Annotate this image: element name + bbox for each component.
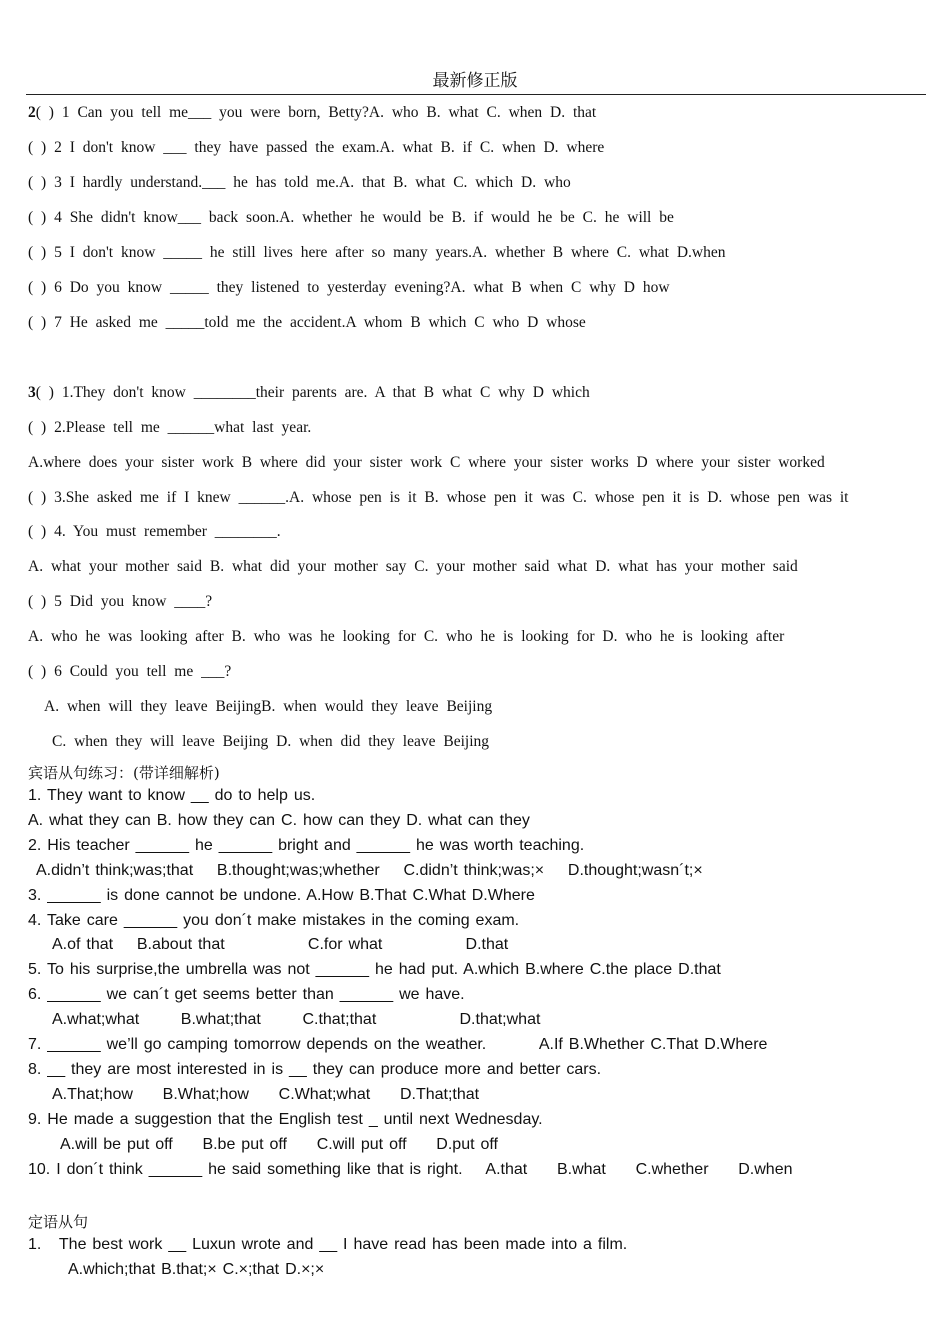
sans_lines-line: A.of that B.about that C.for what D.that: [52, 936, 509, 953]
page-header-title: 最新修正版: [432, 71, 518, 91]
serif_lines-line: ( ) 2.Please tell me ______what last year.: [28, 419, 312, 436]
sans_lines-line: A.didn’t think;was;that B.thought;was;whether C.didn’t think;was;× D.thought;wasn´t;×: [36, 862, 703, 879]
sans_lines-line: 4. Take care ______ you don´t make mistakes in the coming exam.: [28, 912, 520, 929]
sans_lines-line: 1. The best work __ Luxun wrote and __ I have read has been made into a film.: [28, 1236, 628, 1253]
serif_lines-line: A. who he was looking after B. who was he looking for C. who he is looking for D. who he is looking after: [28, 628, 785, 645]
sans_lines-line: 8. __ they are most interested in is __ they can produce more and better cars.: [28, 1061, 602, 1078]
sans_lines-line: 6. ______ we can´t get seems better than ______ we have.: [28, 986, 465, 1003]
sans_lines-line: 10. I don´t think ______ he said something like that is right. A.that B.what C.whether D.when: [28, 1161, 793, 1178]
serif_lines-line: ( ) 5 Did you know ____?: [28, 593, 213, 610]
serif_lines-line: 3( ) 1.They don't know ________their parents are. A that B what C why D which: [28, 384, 590, 401]
serif_lines-line: ( ) 6 Could you tell me ___?: [28, 663, 232, 680]
sans_lines-line: 9. He made a suggestion that the English test _ until next Wednesday.: [28, 1111, 543, 1128]
sans_lines-line: 7. ______ we’ll go camping tomorrow depends on the weather. A.If B.Whether C.That D.Where: [28, 1036, 768, 1053]
serif_lines-line: ( ) 4. You must remember ________.: [28, 523, 281, 540]
sans_lines-line: A.will be put off B.be put off C.will put off D.put off: [60, 1136, 498, 1153]
serif_lines-line: ( ) 3 I hardly understand.___ he has told me.A. that B. what C. which D. who: [28, 174, 571, 191]
serif_lines-line: A.where does your sister work B where did your sister work C where your sister works D where your sister worked: [28, 454, 825, 471]
section-number: 2: [28, 104, 36, 121]
serif_lines-line: ( ) 4 She didn't know___ back soon.A. whether he would be B. if would he be C. he will be: [28, 209, 674, 226]
sans_lines-line: 2. His teacher ______ he ______ bright and ______ he was worth teaching.: [28, 837, 585, 854]
serif_lines-line: ( ) 2 I don't know ___ they have passed the exam.A. what B. if C. when D. where: [28, 139, 605, 156]
cjk_lines-line: 宾语从句练习：(带详细解析): [28, 764, 220, 782]
sans_lines-line: A. what they can B. how they can C. how can they D. what can they: [28, 812, 530, 829]
serif_lines-line: A. when will they leave BeijingB. when would they leave Beijing: [44, 698, 493, 715]
serif_lines-line: ( ) 7 He asked me _____told me the accident.A whom B which C who D whose: [28, 314, 586, 331]
cjk_lines-line: 定语从句: [28, 1213, 89, 1231]
serif_lines-line: 2( ) 1 Can you tell me___ you were born, Betty?A. who B. what C. when D. that: [28, 104, 597, 121]
sans_lines-line: A.what;what B.what;that C.that;that D.that;what: [52, 1011, 541, 1028]
header-rule: [26, 94, 926, 95]
serif_lines-line: C. when they will leave Beijing D. when did they leave Beijing: [52, 733, 490, 750]
sans_lines-line: 3. ______ is done cannot be undone. A.How B.That C.What D.Where: [28, 887, 535, 904]
sans_lines-line: A.That;how B.What;how C.What;what D.That;that: [52, 1086, 480, 1103]
section-number: 3: [28, 384, 36, 401]
sans_lines-line: 1. They want to know __ do to help us.: [28, 787, 316, 804]
serif_lines-line: ( ) 5 I don't know _____ he still lives here after so many years.A. whether B where C. what D.when: [28, 244, 726, 261]
serif_lines-line: A. what your mother said B. what did your mother say C. your mother said what D. what has your mother said: [28, 558, 798, 575]
sans_lines-line: A.which;that B.that;× C.×;that D.×;×: [68, 1261, 325, 1278]
serif_lines-line: ( ) 3.She asked me if I knew ______.A. whose pen is it B. whose pen it was C. whose pen it is D. whose pen was it: [28, 489, 849, 506]
serif_lines-line: ( ) 6 Do you know _____ they listened to yesterday evening?A. what B when C why D how: [28, 279, 670, 296]
sans_lines-line: 5. To his surprise,the umbrella was not ______ he had put. A.which B.where C.the place D.that: [28, 961, 721, 978]
